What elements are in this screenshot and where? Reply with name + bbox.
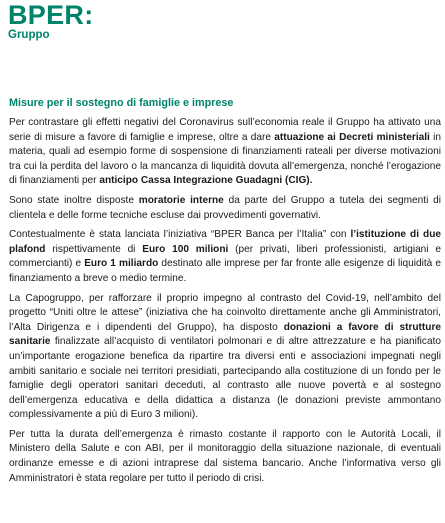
bold-text-segment: anticipo Cassa Integrazione Guadagni (CIG).	[99, 175, 313, 187]
document-body	[9, 96, 441, 491]
text-segment: Sono state inoltre disposte	[9, 194, 139, 206]
paragraph-5	[9, 428, 441, 486]
logo-subtitle: Gruppo	[8, 29, 50, 41]
text-segment: rispettivamente di	[45, 243, 143, 255]
bold-text-segment: l’istituzione di due plafond	[9, 229, 441, 255]
text-segment: finalizzate all’acquisto di ventilatori polmonari e di altre attrezzature e ha pianificato un’importante erogazione benefica da ripartire tra diversi enti e associazioni impegnati negli ambiti sanitario e sociale nei territori presidiati, partecipando alla costituzione di un fondo per le famiglie degli operatori sanitari deceduti, al contrasto alle nuove povertà e al sostegno dell’emergenza educativa e della didattica a distanza (le donazioni previste ammontano complessivamente a più di Euro 3 milioni).	[9, 336, 441, 421]
paragraph-4	[9, 292, 441, 423]
paragraph-2	[9, 194, 441, 223]
text-segment: Per contrastare gli effetti negativi del Coronavirus sull’economia reale il Gruppo ha attivato una serie di misure a favore di famiglie e imprese, oltre a dare	[9, 117, 441, 143]
paragraph-3	[9, 228, 441, 286]
text-segment: Contestualmente è stata lanciata l’iniziativa “BPER Banca per l’Italia” con	[9, 229, 351, 241]
text-segment: (per privati, liberi professionisti, artigiani e commercianti) e	[9, 243, 441, 270]
bold-text-segment: attuazione ai Decreti ministeriali	[274, 131, 430, 143]
text-segment: Per tutta la durata dell’emergenza è rimasto costante il rapporto con le Autorità Locali, il Ministero della Salute e con ABI, per il monitoraggio della situazione nazionale, di eventuali ordinanze emesse e di azioni intraprese dal sistema bancario. Anche l’informativa verso gli Amministratori è stata regolare per tutto il periodo di crisi.	[9, 428, 441, 484]
bold-text-segment: moratorie interne	[138, 194, 224, 206]
text-segment: destinato alle imprese per far fronte alle esigenze di liquidità e finanziamento a breve o medio termine.	[9, 258, 441, 284]
bold-text-segment: donazioni a favore di strutture sanitarie	[9, 321, 441, 348]
text-segment: La Capogruppo, per rafforzare il proprio impegno al contrasto del Covid-19, nell’ambito del progetto “Uniti oltre le attese” (iniziativa che ha coinvolto direttamente anche gli Amministratori, l’Alta Dirigenza e i dipendenti del Gruppo), ha disposto	[9, 292, 441, 333]
section-title: Misure per il sostegno di famiglie e imprese	[9, 97, 234, 109]
bold-text-segment: Euro 1 miliardo	[84, 258, 159, 270]
text-segment: da parte del Gruppo a tutela dei segmenti di clientela e delle forme tecniche escluse dai provvedimenti governativi.	[9, 194, 441, 221]
paragraph-1	[9, 116, 441, 189]
bper-gruppo-logo	[8, 0, 94, 42]
bold-text-segment: Euro 100 milioni	[142, 243, 229, 255]
text-segment: in materia, quali ad esempio forme di sospensione di finanziamenti rateali per diverse motivazioni tra cui la perdita del lavoro o la mancanza di liquidità dovuta all’emergenza, nonché l’erogazione di finanziamenti per	[9, 131, 441, 187]
logo-wordmark: BPER:	[8, 0, 94, 30]
